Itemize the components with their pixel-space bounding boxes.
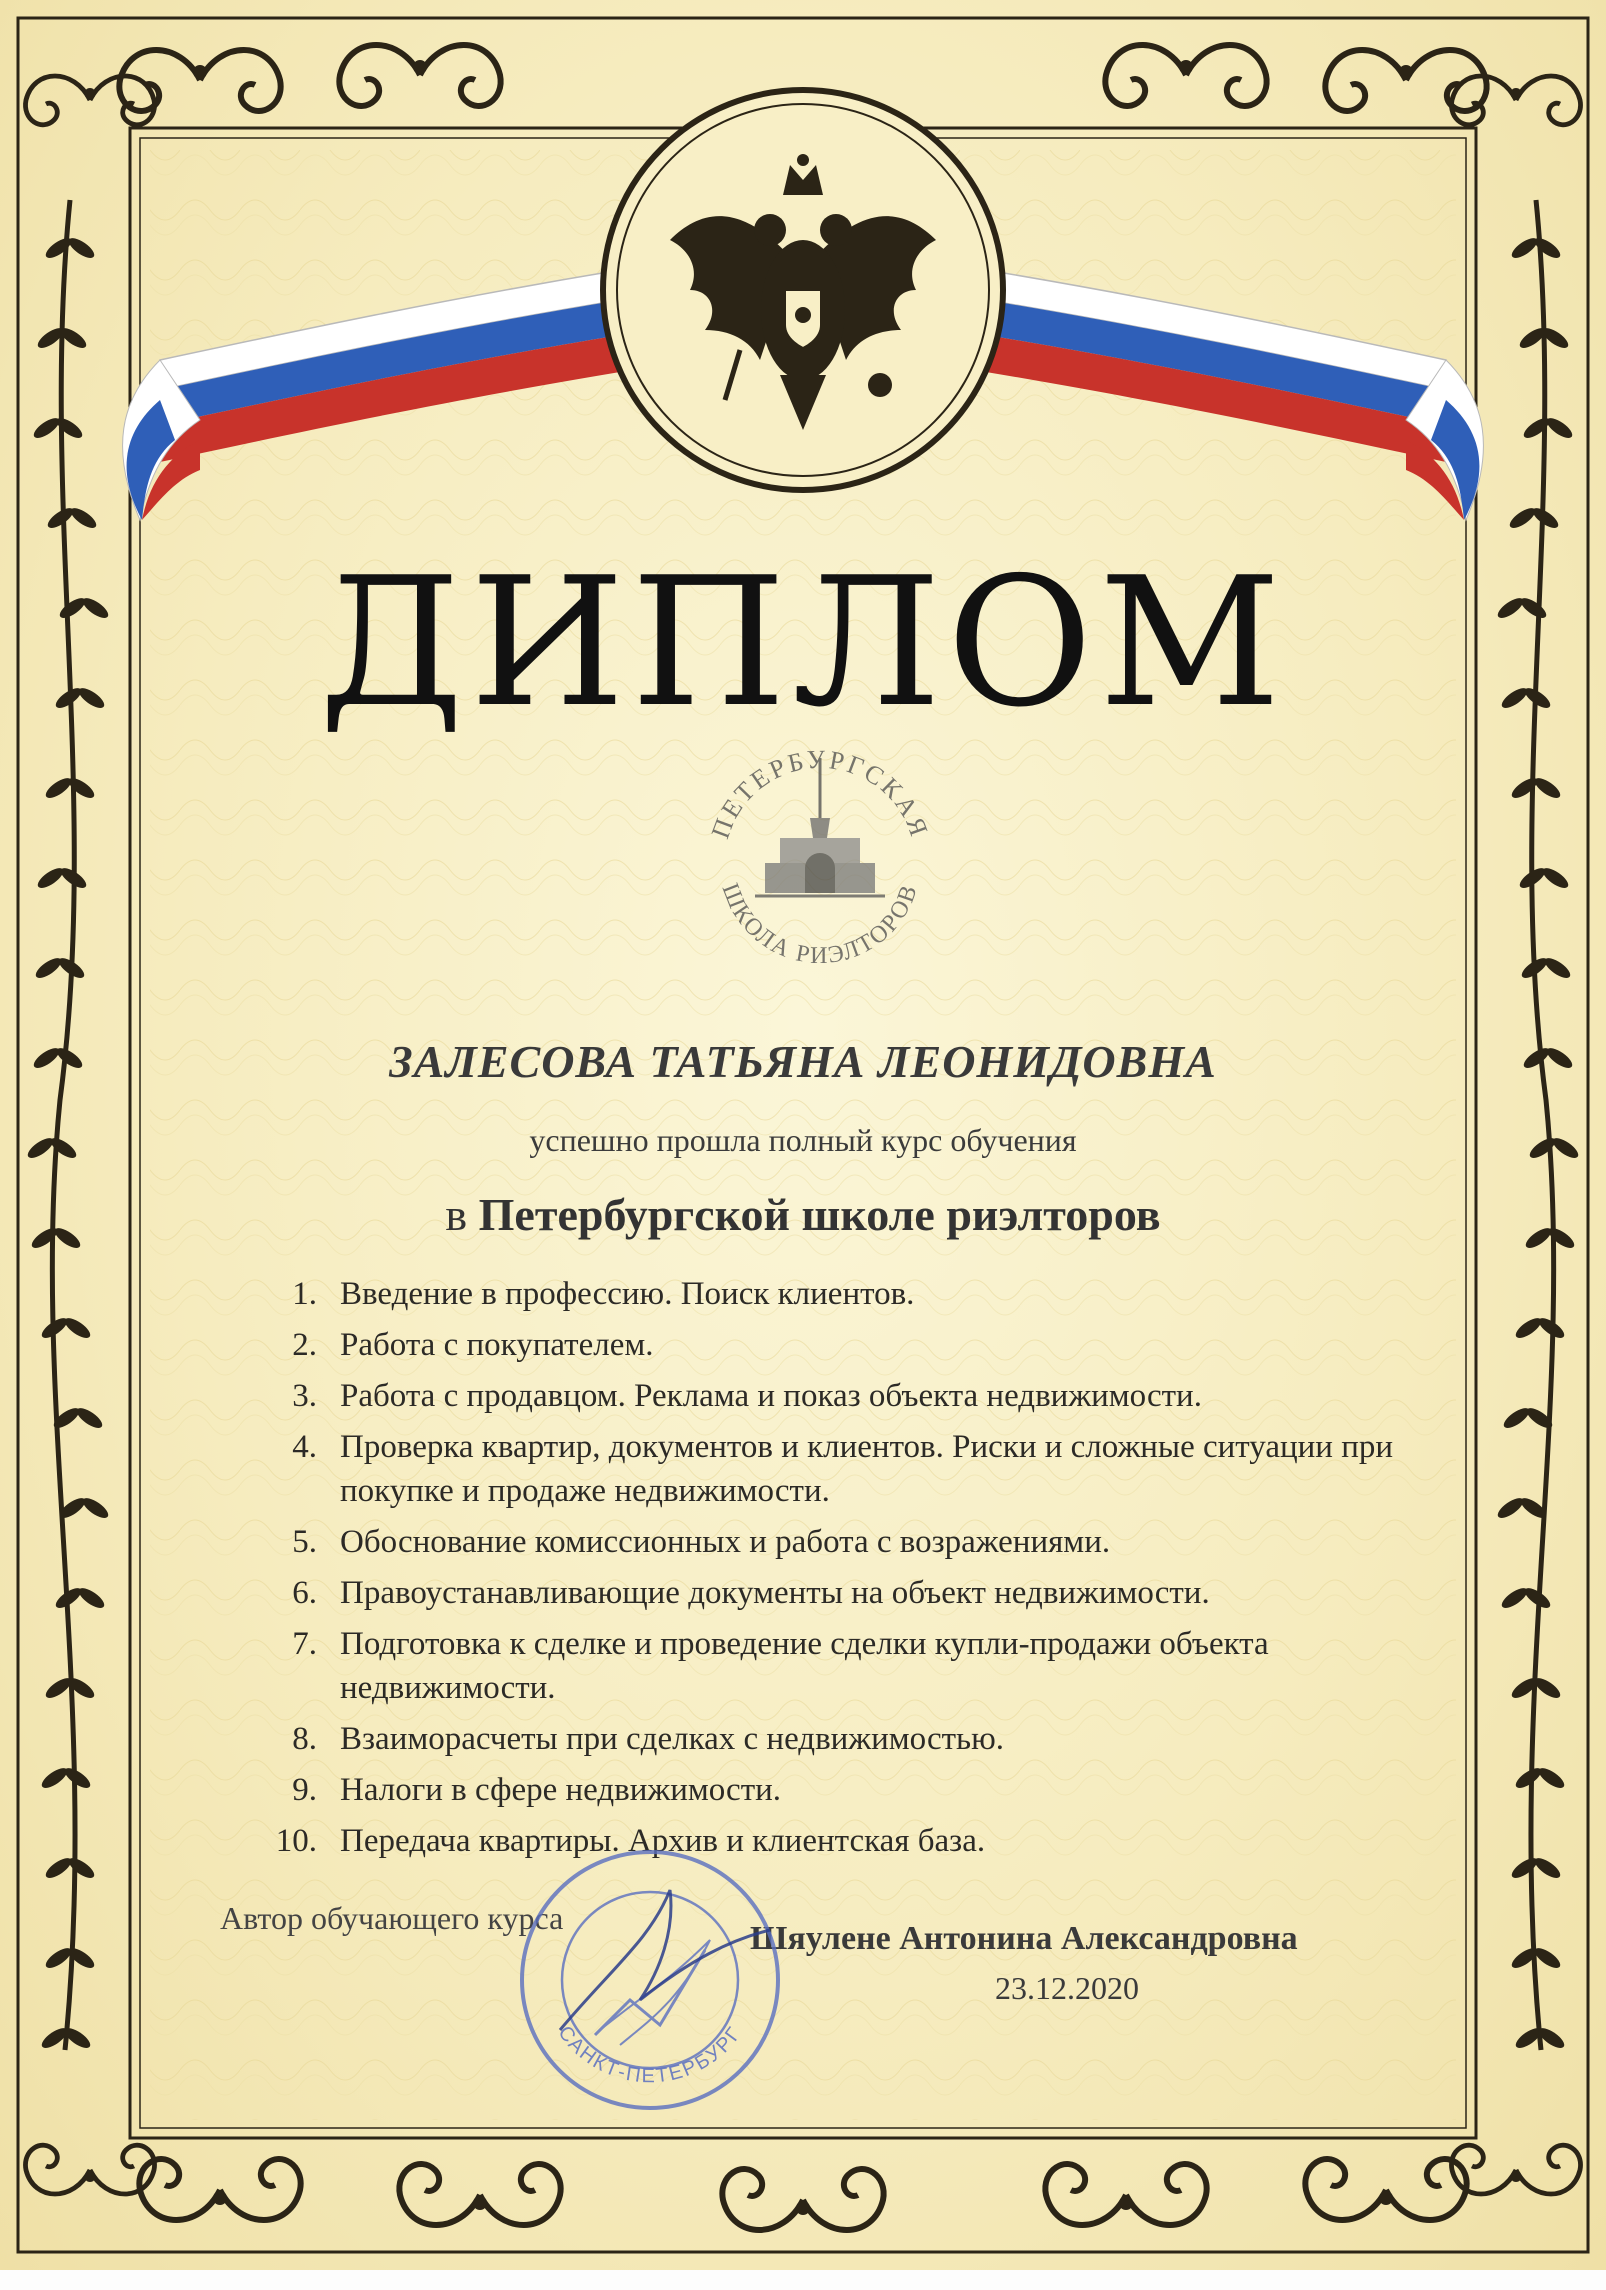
list-item-text: Подготовка к сделке и проведение сделки купли-продажи объекта недвижимости.: [340, 1626, 1269, 1706]
school-prefix: в: [445, 1189, 468, 1240]
stamp-text: САНКТ-ПЕТЕРБУРГ: [553, 2022, 747, 2088]
scan-margin: [0, 2270, 1606, 2290]
list-item: [255, 1622, 1395, 1710]
list-item: [255, 1272, 1395, 1316]
list-item: [255, 1520, 1395, 1564]
logo-text-top: ПЕТЕРБУРГСКАЯ: [705, 744, 935, 843]
list-item-text: Налоги в сфере недвижимости.: [340, 1772, 782, 1808]
list-item-text: Работа с продавцом. Реклама и показ объекта недвижимости.: [340, 1378, 1202, 1414]
list-item-text: Передача квартиры. Архив и клиентская база.: [340, 1823, 986, 1859]
list-item: [255, 1323, 1395, 1367]
svg-text:ШКОЛА РИЭЛТОРОВ: [717, 880, 924, 969]
author-label: Автор обучающего курса: [220, 1900, 564, 1936]
list-item-number: 2.: [292, 1327, 317, 1363]
list-item: [255, 1819, 1395, 1863]
author-name: Шяулене Антонина Александровна: [750, 1920, 1298, 1957]
list-item-text: Введение в профессию. Поиск клиентов.: [340, 1276, 915, 1312]
list-item-number: 7.: [292, 1626, 317, 1662]
list-item: [255, 1374, 1395, 1418]
school-line: [0, 1188, 1606, 1241]
school-name: Петербургской школе риэлторов: [478, 1189, 1161, 1240]
list-item: [255, 1768, 1395, 1812]
double-headed-eagle-icon: [603, 90, 1003, 490]
list-item-number: 4.: [292, 1429, 317, 1465]
list-item: [255, 1571, 1395, 1615]
issue-date: 23.12.2020: [995, 1970, 1139, 2006]
list-item-number: 3.: [292, 1378, 317, 1414]
list-item-text: Правоустанавливающие документы на объект недвижимости.: [340, 1575, 1210, 1611]
list-item-text: Работа с покупателем.: [340, 1327, 654, 1363]
list-item: [255, 1425, 1395, 1513]
list-item-number: 9.: [292, 1772, 317, 1808]
list-item-text: Обоснование комиссионных и работа с возражениями.: [340, 1524, 1111, 1560]
round-seal-icon: [500, 1830, 800, 2130]
diploma-title: ДИПЛОМ: [319, 539, 1287, 746]
list-item-number: 10.: [275, 1823, 317, 1859]
list-item-number: 1.: [292, 1276, 317, 1312]
list-item-number: 8.: [292, 1721, 317, 1757]
list-item-text: Проверка квартир, документов и клиентов. Риски и сложные ситуации при покупке и продаже недвижимости.: [340, 1429, 1394, 1509]
completion-text: успешно прошла полный курс обучения: [529, 1122, 1077, 1158]
list-item: [255, 1717, 1395, 1761]
list-item-number: 5.: [292, 1524, 317, 1560]
list-item-number: 6.: [292, 1575, 317, 1611]
course-list: [255, 1272, 1395, 1870]
recipient-name: ЗАЛЕСОВА ТАТЬЯНА ЛЕОНИДОВНА: [389, 1036, 1217, 1087]
school-logo: [695, 728, 945, 978]
svg-text:САНКТ-ПЕТЕРБУРГ: [554, 2022, 747, 2087]
signature-icon: [560, 1890, 770, 2030]
list-item-text: Взаиморасчеты при сделках с недвижимостью.: [340, 1721, 1004, 1757]
logo-text-bottom: ШКОЛА РИЭЛТОРОВ: [716, 879, 924, 970]
